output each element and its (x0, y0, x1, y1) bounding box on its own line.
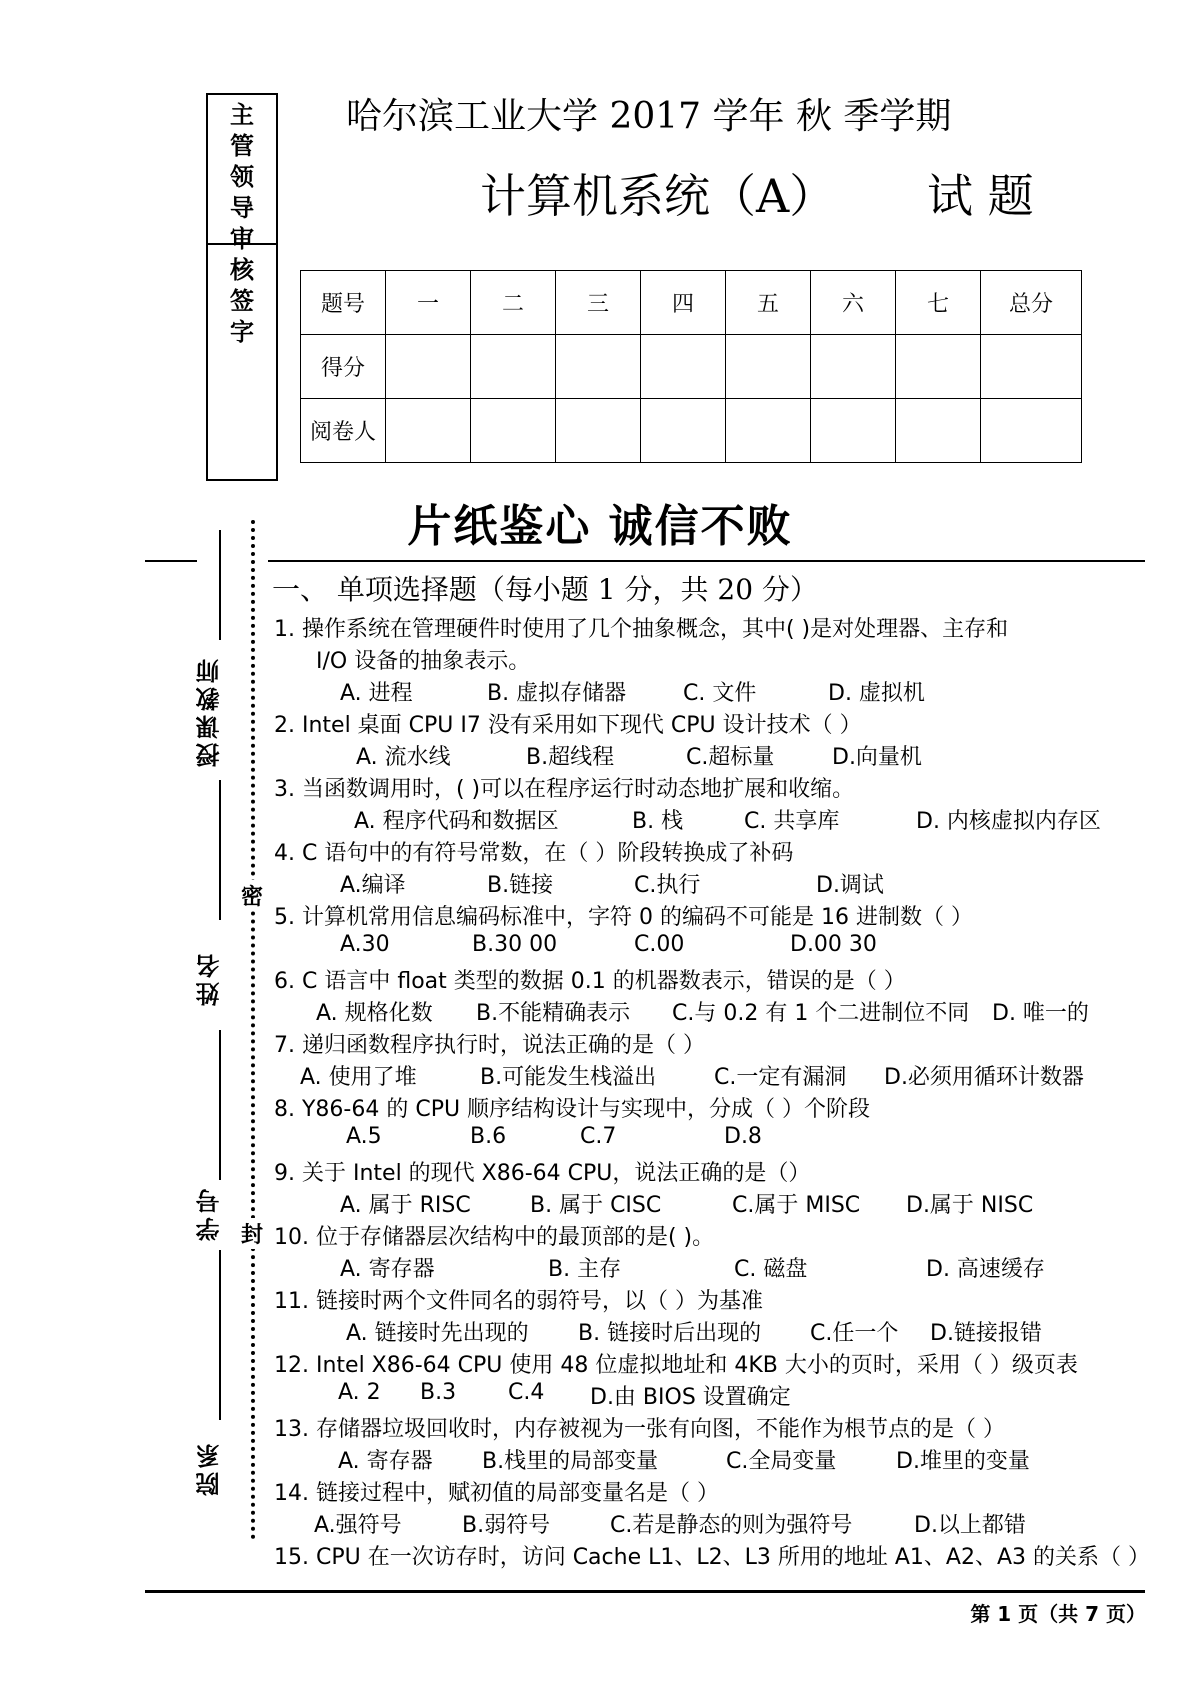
score-table (300, 270, 1082, 463)
question-text: 5. 计算机常用信息编码标准中，字符 0 的编码不可能是 16 进制数（ ） (274, 905, 973, 930)
question-text: 1. 操作系统在管理硬件时使用了几个抽象概念，其中( )是对处理器、主存和 (274, 617, 1009, 642)
option[interactable]: C. 共享库 (744, 809, 840, 834)
option[interactable]: C.超标量 (686, 745, 775, 770)
seal-char-feng: 封 (241, 1218, 263, 1249)
option[interactable]: B.链接 (487, 873, 554, 898)
question-text: 4. C 语句中的有符号常数，在（ ）阶段转换成了补码 (274, 841, 794, 866)
option[interactable]: A. 进程 (340, 681, 413, 706)
option[interactable]: A. 使用了堆 (300, 1065, 417, 1090)
option[interactable]: B.3 (420, 1380, 457, 1405)
exam-title: 计算机系统（A） (480, 169, 836, 223)
option[interactable]: A.强符号 (314, 1513, 402, 1538)
score-cell[interactable] (811, 335, 896, 399)
question-text: 13. 存储器垃圾回收时，内存被视为一张有向图，不能作为根节点的是（ ） (274, 1417, 1005, 1442)
score-cell[interactable] (641, 335, 726, 399)
margin-name-line (219, 780, 221, 920)
option[interactable]: D.8 (724, 1124, 762, 1149)
footer-rule (145, 1590, 1145, 1593)
grader-cell[interactable] (386, 399, 471, 463)
question-text: 11. 链接时两个文件同名的弱符号，以（ ）为基准 (274, 1289, 763, 1314)
option[interactable]: B. 虚拟存储器 (487, 681, 627, 706)
option[interactable]: D.以上都错 (914, 1513, 1026, 1538)
option[interactable]: A.5 (346, 1124, 382, 1149)
question-text: 6. C 语言中 float 类型的数据 0.1 的机器数表示，错误的是（ ） (274, 969, 906, 994)
score-table-row (301, 399, 1082, 463)
option[interactable]: C.属于 MISC (732, 1193, 861, 1218)
option[interactable]: C.任一个 (810, 1321, 899, 1346)
option[interactable]: A. 属于 RISC (340, 1193, 471, 1218)
option[interactable]: A. 流水线 (356, 745, 451, 770)
section-top-rule (268, 560, 1145, 562)
score-cell[interactable] (726, 335, 811, 399)
option[interactable]: D. 高速缓存 (926, 1257, 1045, 1282)
score-cell[interactable] (981, 335, 1082, 399)
option[interactable]: C.一定有漏洞 (714, 1065, 847, 1090)
score-table-row (301, 335, 1082, 399)
option[interactable]: C.4 (508, 1380, 545, 1405)
option[interactable]: A. 2 (338, 1380, 381, 1405)
option[interactable]: A. 规格化数 (316, 1001, 433, 1026)
score-cell[interactable] (386, 335, 471, 399)
score-table-header: 总分 (981, 271, 1082, 335)
option[interactable]: D.链接报错 (930, 1321, 1042, 1346)
option[interactable]: B. 主存 (548, 1257, 622, 1282)
option[interactable]: A. 链接时先出现的 (346, 1321, 529, 1346)
school-term-line: 哈尔滨工业大学 2017 学年 秋 季学期 (346, 96, 952, 137)
approval-signature-box (206, 93, 278, 481)
exam-title-suffix: 试 题 (927, 169, 1034, 223)
score-table-header: 六 (811, 271, 896, 335)
score-table-header: 七 (896, 271, 981, 335)
score-row-label: 得分 (301, 335, 386, 399)
option[interactable]: A.30 (340, 932, 390, 957)
question-text: 10. 位于存储器层次结构中的最顶部的是( )。 (274, 1225, 715, 1250)
option[interactable]: D. 虚拟机 (828, 681, 925, 706)
score-cell[interactable] (471, 335, 556, 399)
option[interactable]: C. 磁盘 (734, 1257, 808, 1282)
grader-cell[interactable] (726, 399, 811, 463)
approval-box-divider (208, 243, 276, 245)
score-table-header: 四 (641, 271, 726, 335)
grader-cell[interactable] (981, 399, 1082, 463)
score-row-label: 阅卷人 (301, 399, 386, 463)
option[interactable]: A. 寄存器 (340, 1257, 435, 1282)
option[interactable]: B.弱符号 (462, 1513, 551, 1538)
integrity-motto: 片纸鉴心 诚信不败 (407, 501, 793, 552)
question-text: 14. 链接过程中，赋初值的局部变量名是（ ） (274, 1481, 719, 1506)
score-table-header: 一 (386, 271, 471, 335)
option[interactable]: D.由 BIOS 设置确定 (590, 1385, 791, 1410)
score-cell[interactable] (556, 335, 641, 399)
grader-cell[interactable] (896, 399, 981, 463)
option[interactable]: D. 唯一的 (992, 1001, 1089, 1026)
margin-label-student-id: 学号 (196, 1185, 224, 1241)
option[interactable]: D.调试 (816, 873, 884, 898)
question-text: 8. Y86-64 的 CPU 顺序结构设计与实现中，分成（ ）个阶段 (274, 1097, 871, 1122)
option[interactable]: D. 内核虚拟内存区 (916, 809, 1101, 834)
option[interactable]: C.00 (634, 932, 685, 957)
option[interactable]: B.30 00 (472, 932, 558, 957)
seal-char-mi: 密 (241, 880, 263, 911)
section-title: 一、 单项选择题（每小题 1 分，共 20 分） (272, 573, 818, 606)
option[interactable]: B.6 (470, 1124, 507, 1149)
option[interactable]: A.编译 (340, 873, 406, 898)
option[interactable]: D.属于 NISC (906, 1193, 1034, 1218)
margin-top-left-rule (145, 560, 197, 562)
grader-cell[interactable] (471, 399, 556, 463)
margin-name-line (219, 1250, 221, 1420)
option[interactable]: B.可能发生栈溢出 (480, 1065, 657, 1090)
score-cell[interactable] (896, 335, 981, 399)
option[interactable]: C.全局变量 (726, 1449, 837, 1474)
margin-label-name: 姓名 (196, 950, 224, 1006)
question-text: 15. CPU 在一次访存时，访问 Cache L1、L2、L3 所用的地址 A1、A2、A3 的关系（ ） (274, 1545, 1150, 1570)
option[interactable]: D.00 30 (790, 932, 877, 957)
option[interactable]: C.与 0.2 有 1 个二进制位不同 (672, 1001, 970, 1026)
option[interactable]: C.7 (580, 1124, 617, 1149)
option[interactable]: C. 文件 (683, 681, 757, 706)
margin-label-instructor: 授课教师 (196, 655, 224, 767)
option[interactable]: B.栈里的局部变量 (482, 1449, 659, 1474)
grader-cell[interactable] (556, 399, 641, 463)
grader-cell[interactable] (641, 399, 726, 463)
option[interactable]: C.若是静态的则为强符号 (610, 1513, 853, 1538)
option[interactable]: A. 程序代码和数据区 (354, 809, 559, 834)
score-table-header-row (301, 271, 1082, 335)
grader-cell[interactable] (811, 399, 896, 463)
margin-label-department: 院系 (196, 1440, 224, 1496)
question-text: 3. 当函数调用时，( )可以在程序运行时动态地扩展和收缩。 (274, 777, 855, 802)
approval-box-label: 主管领导审核签字 (230, 100, 254, 346)
question-text: 2. Intel 桌面 CPU I7 没有采用如下现代 CPU 设计技术（ ） (274, 713, 862, 738)
option[interactable]: C.执行 (634, 873, 701, 898)
question-text: 7. 递归函数程序执行时，说法正确的是（ ） (274, 1033, 705, 1058)
option[interactable]: D.必须用循环计数器 (884, 1065, 1084, 1090)
margin-name-line (219, 1030, 221, 1180)
option[interactable]: B.超线程 (526, 745, 615, 770)
option[interactable]: B. 属于 CISC (530, 1193, 662, 1218)
seal-dotted-line (251, 520, 255, 1540)
score-table-header: 五 (726, 271, 811, 335)
score-table-header: 二 (471, 271, 556, 335)
option[interactable]: B. 链接时后出现的 (578, 1321, 762, 1346)
question-text: I/O 设备的抽象表示。 (316, 649, 531, 674)
question-text: 9. 关于 Intel 的现代 X86-64 CPU，说法正确的是（） (274, 1161, 811, 1186)
option[interactable]: D.堆里的变量 (896, 1449, 1030, 1474)
option[interactable]: B.不能精确表示 (476, 1001, 631, 1026)
score-table-header: 题号 (301, 271, 386, 335)
option[interactable]: D.向量机 (832, 745, 922, 770)
question-text: 12. Intel X86-64 CPU 使用 48 位虚拟地址和 4KB 大小的页时，采用（ ）级页表 (274, 1353, 1078, 1378)
margin-name-line (219, 530, 221, 640)
option[interactable]: A. 寄存器 (338, 1449, 433, 1474)
page-number: 第 1 页（共 7 页） (970, 1602, 1146, 1626)
option[interactable]: B. 栈 (632, 809, 684, 834)
score-table-header: 三 (556, 271, 641, 335)
